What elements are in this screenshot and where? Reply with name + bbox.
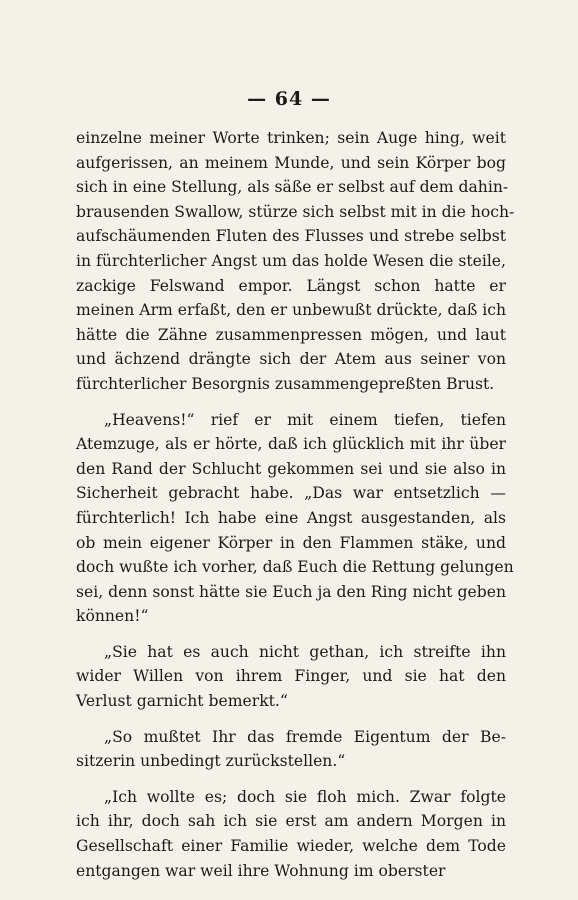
paragraph — [76, 640, 506, 714]
paragraph — [76, 725, 506, 774]
text-line: zackige Felswand empor. Längst schon hatte er — [76, 276, 506, 295]
text-line: fürchterlich! Ich habe eine Angst ausgestanden, als — [76, 508, 506, 527]
text-line: einzelne meiner Worte trinken; sein Auge hing, weit — [76, 129, 506, 147]
text-line: brausenden Swallow, stürze sich selbst mit in die hoch- — [76, 202, 515, 221]
text-line: sitzerin unbedingt zurückstellen.“ — [76, 752, 346, 771]
text-line: den Rand der Schlucht gekommen sei und sie also in — [76, 459, 506, 478]
text-line: hätte die Zähne zusammenpressen mögen, und laut — [76, 325, 506, 344]
text-line: aufgerissen, an meinem Munde, und sein Körper bog — [76, 153, 506, 172]
text-line: aufschäumenden Fluten des Flusses und strebe selbst — [76, 227, 506, 246]
text-line: Gesellschaft einer Familie wieder, welche dem Tode — [76, 837, 506, 856]
text-line: und ächzend drängte sich der Atem aus seiner von — [76, 350, 506, 369]
paragraph — [76, 785, 506, 883]
paragraph — [76, 408, 514, 629]
text-line: Atemzuge, als er hörte, daß ich glücklich mit ihr über — [76, 435, 506, 454]
paragraph-gap — [76, 774, 506, 785]
text-line: entgangen war weil ihre Wohnung im oberster — [76, 861, 446, 880]
text-line: „So mußtet Ihr das fremde Eigentum der Be- — [104, 727, 506, 746]
text-line: ob mein eigener Körper in den Flammen stäke, und — [76, 533, 506, 552]
paragraph-gap — [76, 629, 506, 640]
text-line: in fürchterlicher Angst um das holde Wesen die steile, — [76, 251, 506, 270]
text-line: ich ihr, doch sah ich sie erst am andern Morgen in — [76, 812, 506, 831]
paragraph-gap — [76, 714, 506, 725]
paragraph-gap — [76, 397, 506, 408]
text-line: „Ich wollte es; doch sie floh mich. Zwar folgte — [104, 787, 506, 806]
text-line: sich in eine Stellung, als säße er selbst auf dem dahin- — [76, 178, 509, 197]
text-line: „Sie hat es auch nicht gethan, ich streifte ihn — [104, 642, 506, 661]
text-line: doch wußte ich vorher, daß Euch die Rettung gelungen — [76, 558, 514, 577]
page-number: — 64 — — [247, 88, 331, 110]
body-text — [76, 126, 515, 883]
text-line: können!“ — [76, 607, 149, 626]
text-line: Sicherheit gebracht habe. „Das war entsetzlich — — [76, 484, 506, 503]
text-line: meinen Arm erfaßt, den er unbewußt drückte, daß ich — [76, 301, 506, 320]
text-line: wider Willen von ihrem Finger, und sie hat den — [76, 667, 506, 686]
paragraph — [76, 126, 515, 397]
text-line: „Heavens!“ rief er mit einem tiefen, tiefen — [104, 410, 506, 429]
text-line: Verlust garnicht bemerkt.“ — [76, 692, 288, 711]
text-line: sei, denn sonst hätte sie Euch ja den Ring nicht geben — [76, 582, 506, 601]
text-line: fürchterlicher Besorgnis zusammengepreßten Brust. — [76, 374, 495, 393]
